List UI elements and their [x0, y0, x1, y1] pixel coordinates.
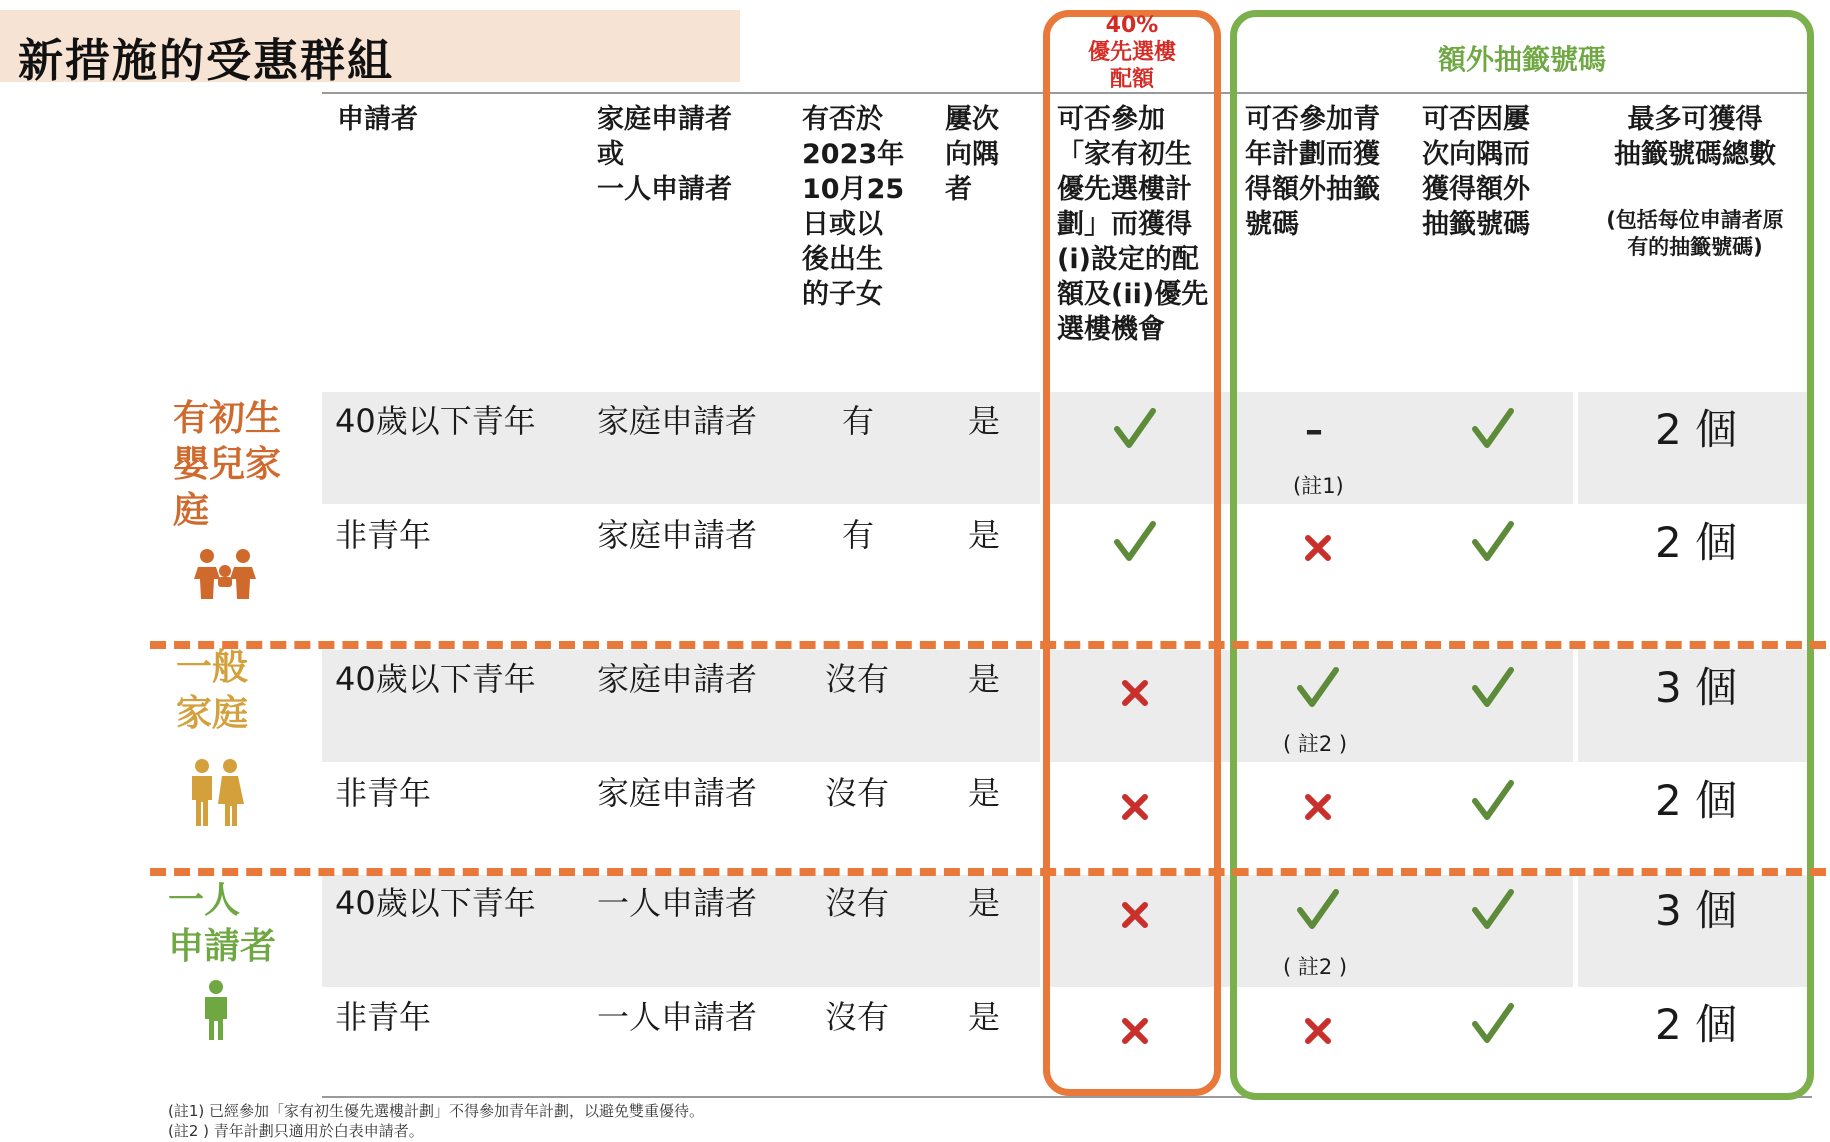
check-icon — [1112, 405, 1158, 451]
quota-label: 40% 優先選樓 配額 — [1087, 13, 1176, 92]
cell-type: 一人申請者 — [597, 998, 758, 1036]
dash-mark: – — [1305, 410, 1323, 451]
check-icon — [1295, 886, 1341, 932]
cell-type: 一人申請者 — [597, 884, 758, 922]
youth-note: (註1) — [1293, 474, 1344, 498]
group-label-newborn: 有初生 嬰兒家 庭 — [173, 398, 282, 531]
check-icon — [1470, 664, 1516, 710]
header-priority-scheme: 可否參加 「家有初生 優先選樓計 劃」而獲得 (i)設定的配 額及(ii)優先 選樓機會 — [1057, 104, 1209, 345]
cell-max: 2 個 — [1655, 518, 1738, 567]
page-title: 新措施的受惠群組 — [18, 34, 395, 87]
cross-icon — [1120, 678, 1150, 708]
cross-icon — [1120, 1016, 1150, 1046]
cell-applicant: 40歲以下青年 — [335, 884, 536, 922]
group-divider — [150, 868, 1826, 876]
group-label-single: 一人 申請者 — [168, 880, 277, 967]
cell-max: 3 個 — [1655, 886, 1738, 935]
cell-max: 2 個 — [1655, 1000, 1738, 1049]
header-repeat-extra: 可否因屢 次向隅而 獲得額外 抽籤號碼 — [1422, 104, 1530, 240]
group-label-general: 一般 家庭 — [176, 647, 249, 734]
cell-applicant: 40歲以下青年 — [335, 402, 536, 440]
cross-icon — [1120, 792, 1150, 822]
header-child: 有否於 2023年 10月25 日或以 後出生 的子女 — [802, 104, 905, 310]
header-max-numbers: 最多可獲得 抽籤號碼總數 — [1614, 104, 1776, 170]
youth-note: ( 註2 ) — [1283, 732, 1348, 756]
group-divider — [150, 641, 1826, 649]
cell-repeat: 是 — [968, 774, 1001, 812]
family-with-baby-icon — [192, 547, 258, 601]
header-family-or-single: 家庭申請者 或 一人申請者 — [597, 104, 732, 205]
couple-icon — [186, 758, 246, 828]
cross-icon — [1303, 792, 1333, 822]
cell-applicant: 非青年 — [335, 516, 432, 554]
cell-repeat: 是 — [968, 660, 1001, 698]
cell-applicant: 非青年 — [335, 774, 432, 812]
single-person-icon — [202, 980, 230, 1040]
check-icon — [1470, 886, 1516, 932]
footnote-2: (註2 ) 青年計劃只適用於白表申請者。 — [168, 1122, 424, 1140]
header-repeat: 屢次 向隅 者 — [945, 104, 999, 205]
cell-child: 有 — [842, 516, 875, 554]
check-icon — [1470, 405, 1516, 451]
cell-max: 2 個 — [1655, 776, 1738, 825]
header-max-numbers-note: (包括每位申請者原 有的抽籤號碼) — [1606, 208, 1784, 259]
cell-type: 家庭申請者 — [597, 774, 758, 812]
cell-child: 沒有 — [825, 884, 890, 922]
header-youth-scheme: 可否參加青 年計劃而獲 得額外抽籤 號碼 — [1245, 104, 1380, 240]
cell-repeat: 是 — [968, 516, 1001, 554]
cross-icon — [1303, 1016, 1333, 1046]
cell-repeat: 是 — [968, 884, 1001, 922]
cell-type: 家庭申請者 — [597, 516, 758, 554]
cell-applicant: 40歲以下青年 — [335, 660, 536, 698]
youth-note: ( 註2 ) — [1283, 955, 1348, 979]
cell-type: 家庭申請者 — [597, 402, 758, 440]
footnote-1: (註1) 已經參加「家有初生優先選樓計劃」不得參加青年計劃，以避免雙重優待。 — [168, 1102, 705, 1120]
cell-applicant: 非青年 — [335, 998, 432, 1036]
cell-child: 沒有 — [825, 774, 890, 812]
cell-type: 家庭申請者 — [597, 660, 758, 698]
extra-numbers-label: 額外抽籤號碼 — [1437, 43, 1606, 76]
cell-max: 2 個 — [1655, 405, 1738, 454]
cell-child: 有 — [842, 402, 875, 440]
cross-icon — [1303, 533, 1333, 563]
check-icon — [1470, 518, 1516, 564]
cell-max: 3 個 — [1655, 663, 1738, 712]
check-icon — [1470, 777, 1516, 823]
cross-icon — [1120, 900, 1150, 930]
cell-child: 沒有 — [825, 660, 890, 698]
cell-repeat: 是 — [968, 402, 1001, 440]
check-icon — [1470, 1000, 1516, 1046]
cell-child: 沒有 — [825, 998, 890, 1036]
check-icon — [1112, 518, 1158, 564]
cell-repeat: 是 — [968, 998, 1001, 1036]
header-applicant: 申請者 — [337, 104, 418, 135]
check-icon — [1295, 664, 1341, 710]
title-banner — [0, 10, 740, 87]
